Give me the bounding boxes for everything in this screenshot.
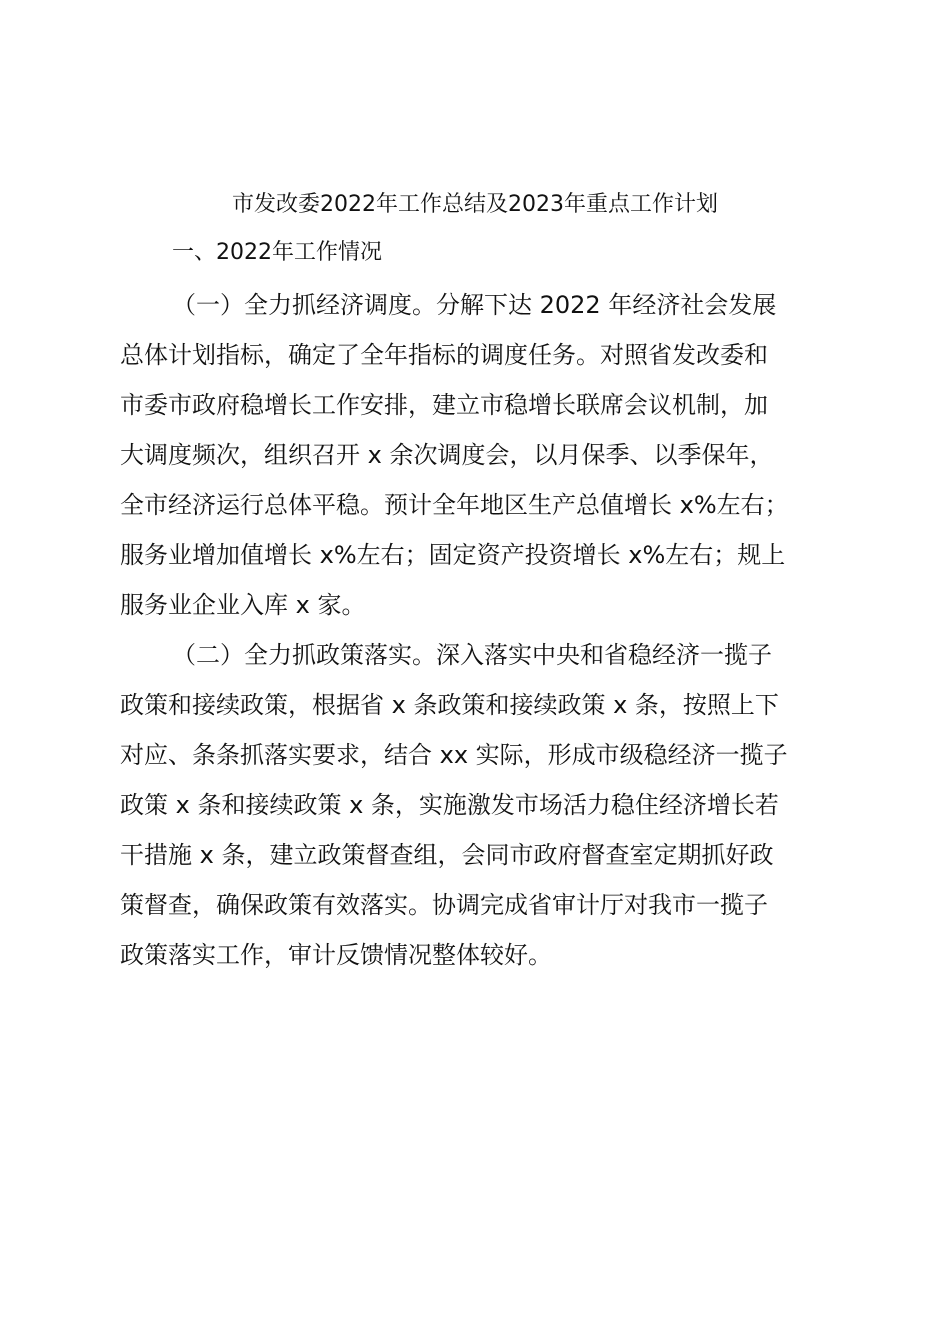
paragraph-line: 总体计划指标，确定了全年指标的调度任务。对照省发改委和 (120, 341, 768, 369)
paragraph-policy-implementation (120, 630, 840, 980)
paragraph-line: 服务业企业入库 x 家。 (120, 591, 366, 619)
paragraph-line: 对应、条条抓落实要求，结合 xx 实际，形成市级稳经济一揽子 (120, 741, 788, 769)
document-title: 市发改委2022年工作总结及2023年重点工作计划 (232, 192, 718, 217)
paragraph-line: 政策落实工作，审计反馈情况整体较好。 (120, 941, 552, 969)
paragraph-line: 策督查，确保政策有效落实。协调完成省审计厅对我市一揽子 (120, 891, 768, 919)
section-heading: 一、2022年工作情况 (172, 240, 382, 265)
paragraph-line: 市委市政府稳增长工作安排，建立市稳增长联席会议机制，加 (120, 391, 768, 419)
paragraph-economic-dispatch (120, 280, 840, 630)
paragraph-line: （一）全力抓经济调度。分解下达 2022 年经济社会发展 (172, 291, 777, 319)
paragraph-line: （二）全力抓政策落实。深入落实中央和省稳经济一揽子 (172, 641, 772, 669)
paragraph-line: 干措施 x 条，建立政策督查组，会同市政府督查室定期抓好政 (120, 841, 774, 869)
paragraph-line: 政策和接续政策，根据省 x 条政策和接续政策 x 条，按照上下 (120, 691, 779, 719)
paragraph-line: 政策 x 条和接续政策 x 条，实施激发市场活力稳住经济增长若 (120, 791, 779, 819)
paragraph-line: 服务业增加值增长 x%左右；固定资产投资增长 x%左右；规上 (120, 541, 786, 569)
paragraph-line: 全市经济运行总体平稳。预计全年地区生产总值增长 x%左右； (120, 491, 789, 519)
paragraph-line: 大调度频次，组织召开 x 余次调度会，以月保季、以季保年， (120, 441, 774, 469)
